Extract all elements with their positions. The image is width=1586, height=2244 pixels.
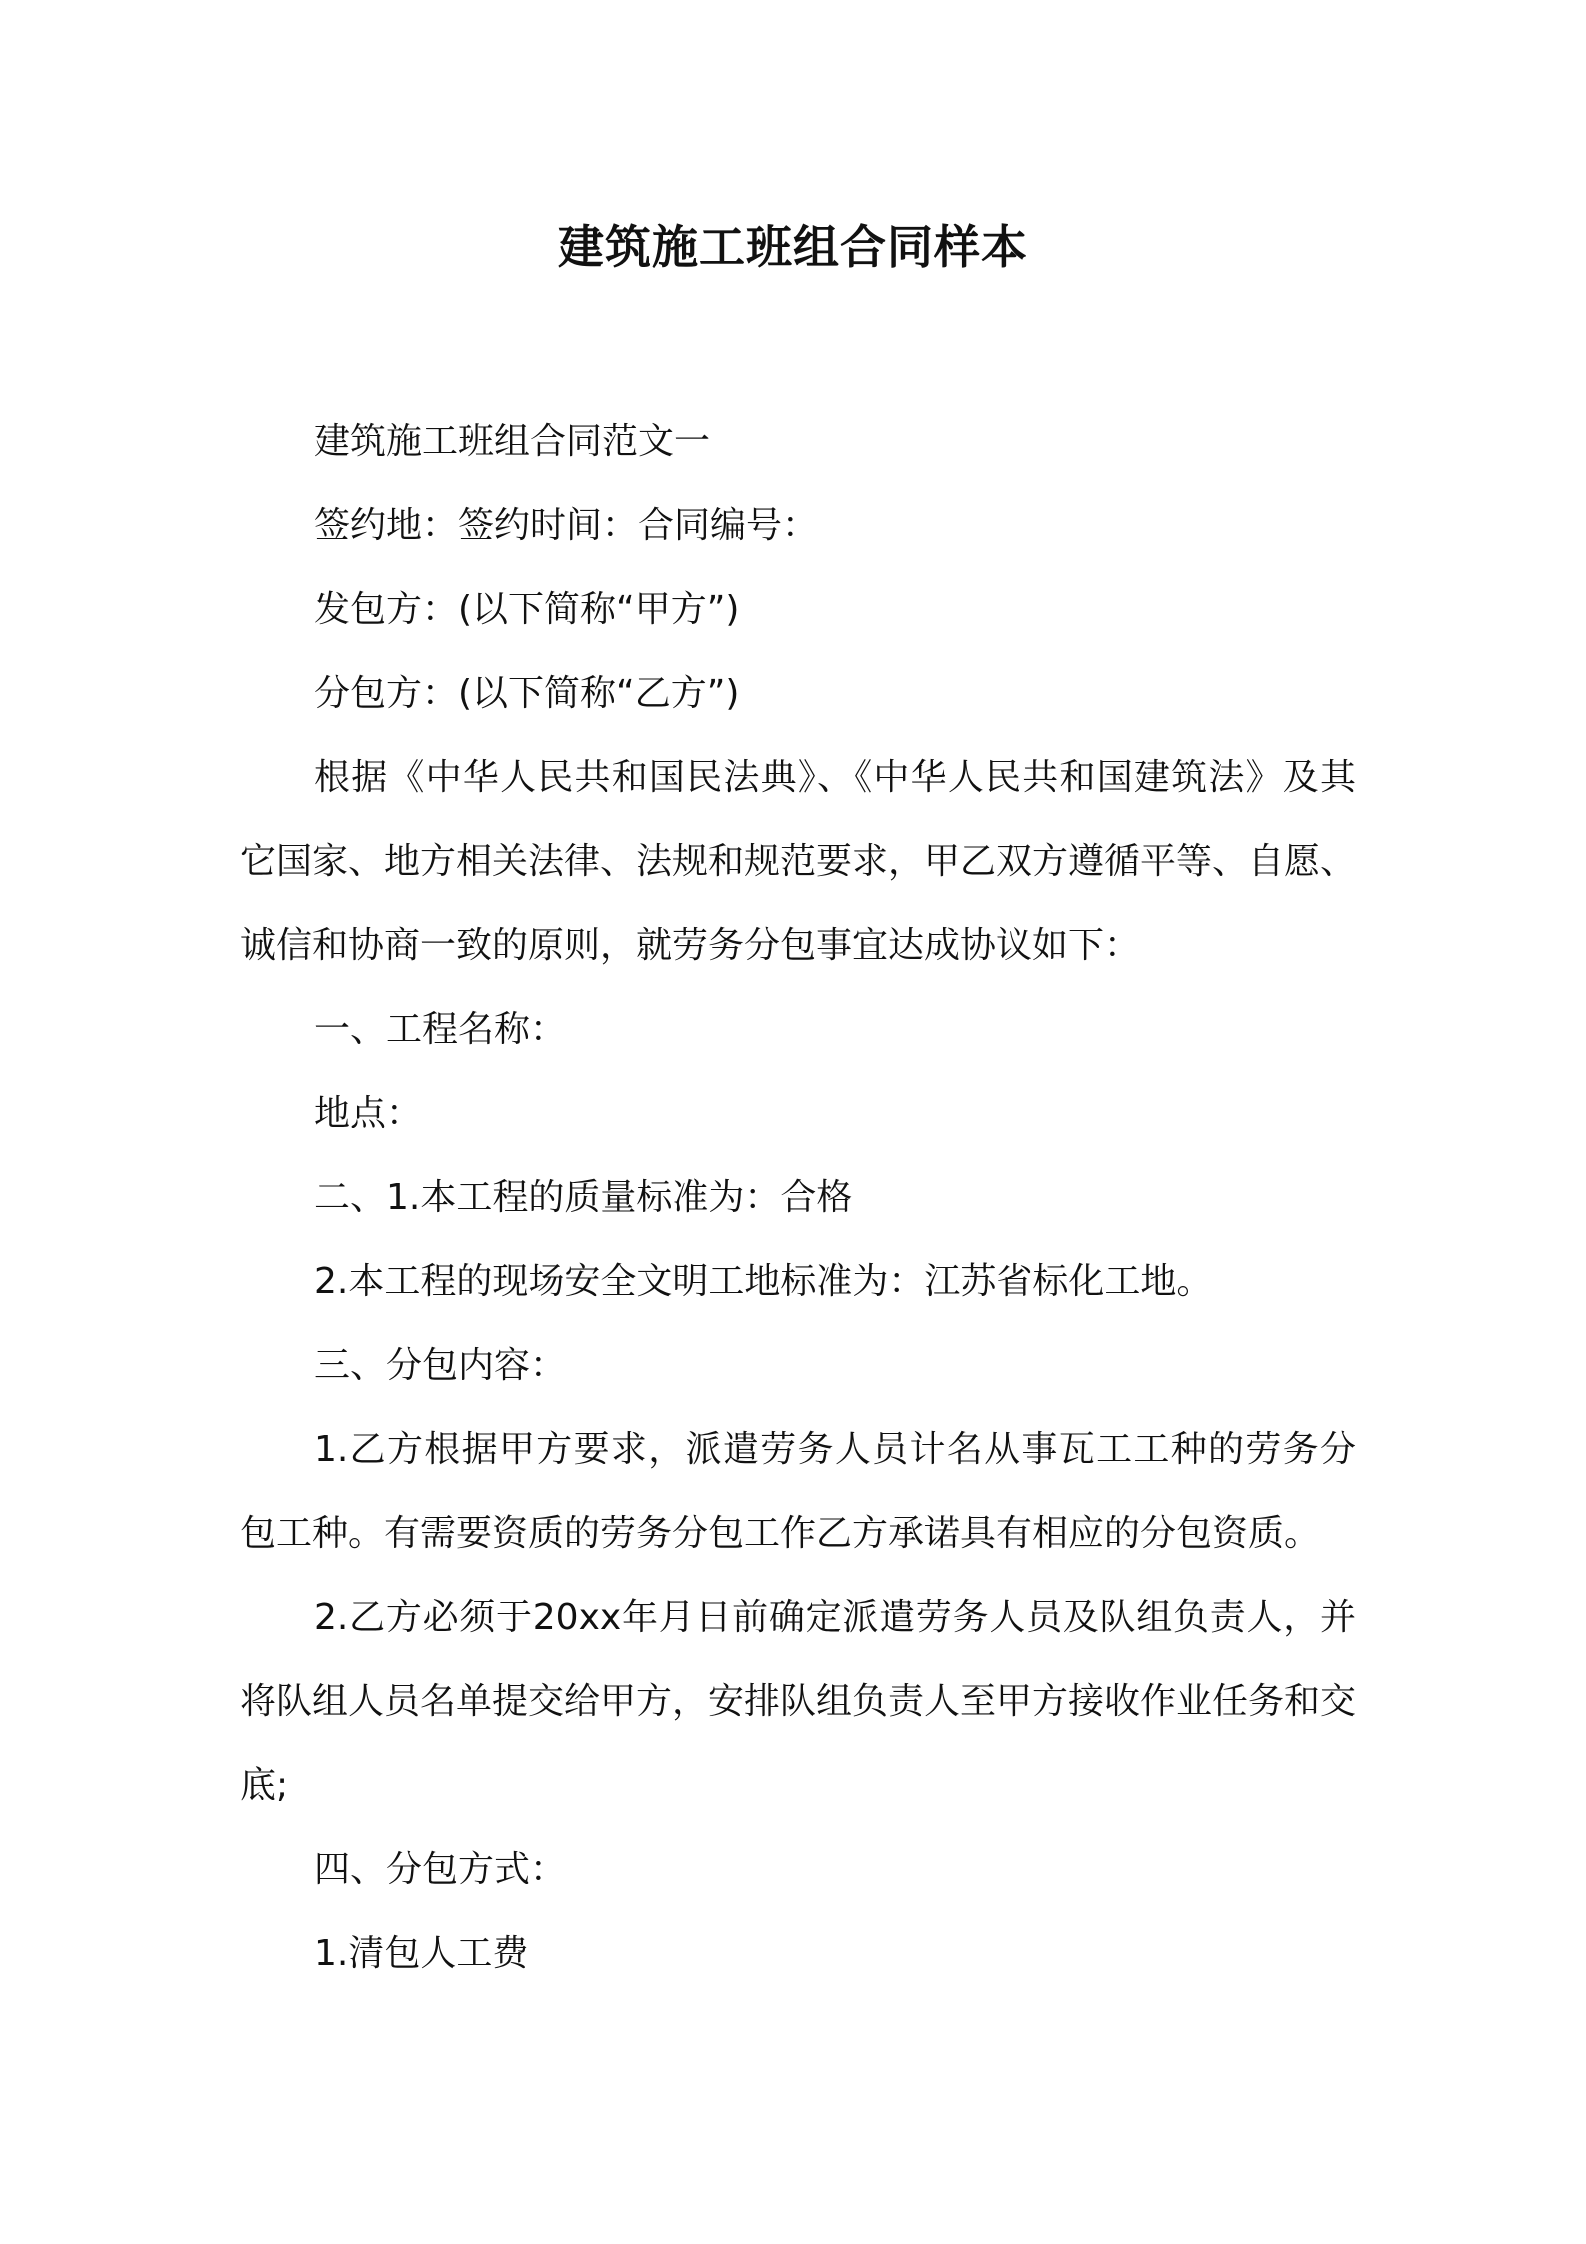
preamble-paragraph: 根据《中华人民共和国民法典》、《中华人民共和国建筑法》及其它国家、地方相关法律、法规和规范要求，甲乙双方遵循平等、自愿、诚信和协商一致的原则，就劳务分包事宜达成协议如下： — [240, 757, 1357, 966]
section-3-heading: 三、分包内容： — [314, 1345, 567, 1386]
section-2-item-1: 二、1.本工程的质量标准为：合格 — [314, 1177, 853, 1218]
signing-info-paragraph: 签约地：签约时间：合同编号： — [314, 505, 819, 546]
party-b-paragraph: 分包方：(以下简称“乙方”) — [314, 673, 740, 714]
section-3-item-2: 2.乙方必须于20xx年月日前确定派遣劳务人员及队组负责人，并将队组人员名单提交给甲方，安排队组负责人至甲方接收作业任务和交底; — [240, 1597, 1357, 1806]
subtitle-paragraph: 建筑施工班组合同范文一 — [314, 421, 711, 462]
section-4-item-1: 1.清包人工费 — [314, 1933, 529, 1974]
section-1-heading: 一、工程名称： — [314, 1009, 567, 1050]
section-3-item-1: 1.乙方根据甲方要求，派遣劳务人员计名从事瓦工工种的劳务分包工种。有需要资质的劳务分包工作乙方承诺具有相应的分包资质。 — [240, 1429, 1356, 1554]
document-body — [240, 400, 1356, 1996]
party-a-paragraph: 发包方：(以下简称“甲方”) — [314, 589, 740, 630]
section-4-heading: 四、分包方式： — [314, 1849, 567, 1890]
document-title: 建筑施工班组合同样本 — [558, 220, 1028, 274]
location-paragraph: 地点： — [314, 1093, 423, 1134]
section-2-item-2: 2.本工程的现场安全文明工地标准为：江苏省标化工地。 — [314, 1261, 1213, 1302]
